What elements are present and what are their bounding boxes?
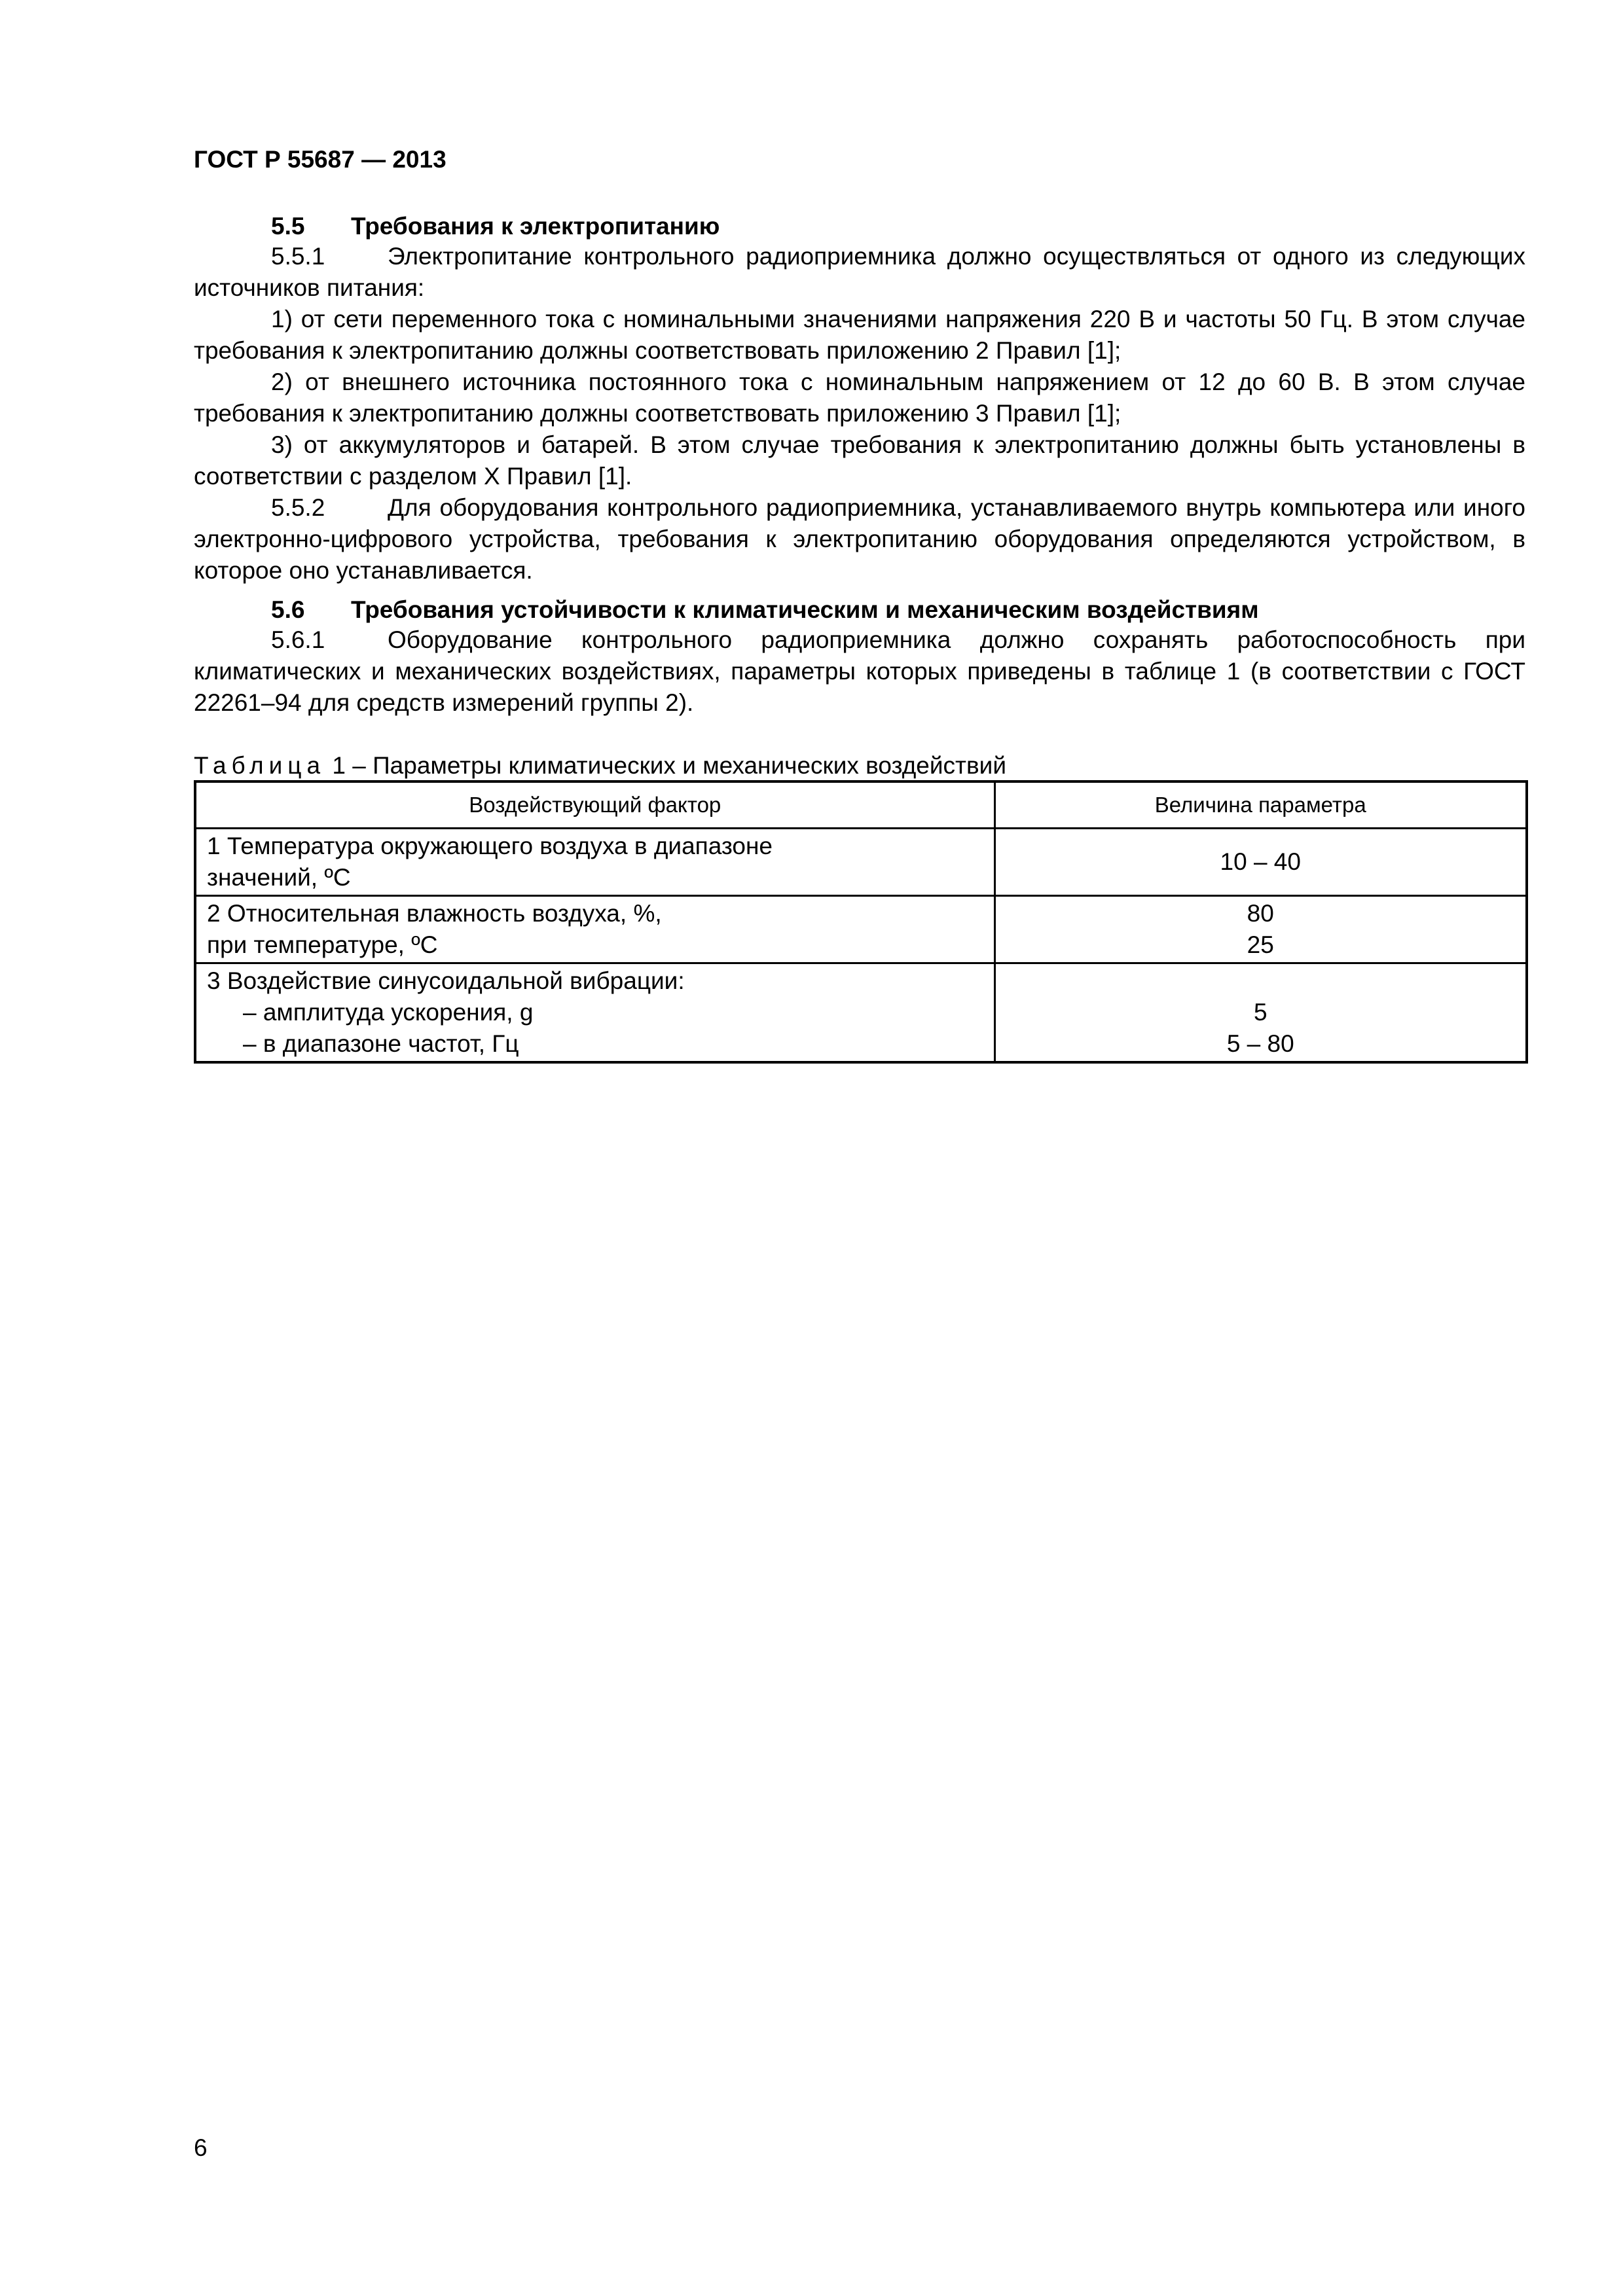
power-source-item-3: 3) от аккумуляторов и батарей. В этом случае требования к электропитанию должны быть установлены в соответствии с разделом X Правил [1]. bbox=[194, 431, 1525, 490]
table-row bbox=[195, 829, 1527, 896]
table-row bbox=[195, 896, 1527, 963]
factor-line: значений, ºС bbox=[207, 864, 351, 891]
factor-subline: – в диапазоне частот, Гц bbox=[243, 1030, 519, 1057]
factor-subline: – амплитуда ускорения, g bbox=[243, 999, 534, 1026]
column-header-value: Величина параметра bbox=[994, 781, 1527, 829]
factor-line: 1 Температура окружающего воздуха в диапазоне bbox=[207, 833, 773, 859]
value-cell bbox=[994, 896, 1527, 963]
document-page bbox=[194, 145, 1525, 1064]
parameters-table bbox=[194, 780, 1528, 1064]
power-source-item-2: 2) от внешнего источника постоянного тока с номинальным напряжением от 12 до 60 В. В этом случае требования к электропитанию должны соответствовать приложению 3 Правил [1]; bbox=[194, 368, 1525, 427]
factor-cell bbox=[195, 829, 994, 896]
table-caption bbox=[194, 751, 1525, 780]
section-title: Требования устойчивости к климатическим и механическим воздействиям bbox=[351, 596, 1259, 623]
clause-number: 5.5.2 bbox=[271, 494, 325, 521]
document-code-header: ГОСТ Р 55687 — 2013 bbox=[194, 146, 447, 173]
table-caption-label: Таблица bbox=[194, 752, 326, 779]
factor-cell bbox=[195, 896, 994, 963]
clause-5-5-2 bbox=[194, 492, 1525, 586]
section-heading-5-5 bbox=[194, 212, 1525, 241]
value-line: 80 bbox=[1247, 900, 1274, 927]
section-number: 5.5 bbox=[271, 213, 305, 240]
value-line: 10 – 40 bbox=[1220, 848, 1301, 875]
factor-cell bbox=[195, 963, 994, 1063]
clause-number: 5.6.1 bbox=[271, 626, 325, 653]
column-header-factor: Воздействующий фактор bbox=[195, 781, 994, 829]
factor-line: 3 Воздействие синусоидальной вибрации: bbox=[207, 967, 685, 994]
clause-text: Оборудование контрольного радиоприемника должно сохранять работоспособность при климатических и механических воздействиях, параметры которых приведены в таблице 1 (в соответствии с ГОСТ 22261–94 для средств измерений группы 2). bbox=[194, 626, 1525, 716]
factor-line: 2 Относительная влажность воздуха, %, bbox=[207, 900, 662, 927]
value-line: 5 – 80 bbox=[1226, 1030, 1294, 1057]
factor-line: при температуре, ºС bbox=[207, 931, 438, 958]
section-number: 5.6 bbox=[271, 596, 305, 623]
section-title: Требования к электропитанию bbox=[351, 213, 720, 240]
table-row bbox=[195, 963, 1527, 1063]
power-source-item-1: 1) от сети переменного тока с номинальными значениями напряжения 220 В и частоты 50 Гц. В этом случае требования к электропитанию должны соответствовать приложению 2 Правил [1]; bbox=[194, 306, 1525, 364]
section-heading-5-6 bbox=[194, 596, 1525, 624]
value-line: 25 bbox=[1247, 931, 1274, 958]
value-cell bbox=[994, 829, 1527, 896]
clause-text: Электропитание контрольного радиоприемника должно осуществляться от одного из следующих источников питания: bbox=[194, 243, 1525, 301]
clause-number: 5.5.1 bbox=[271, 243, 325, 270]
clause-5-6-1 bbox=[194, 624, 1525, 719]
value-line: 5 bbox=[1253, 999, 1267, 1026]
table-header-row bbox=[195, 781, 1527, 829]
table-caption-text: 1 – Параметры климатических и механических воздействий bbox=[325, 752, 1006, 779]
value-cell bbox=[994, 963, 1527, 1063]
clause-5-5-1 bbox=[194, 241, 1525, 304]
clause-text: Для оборудования контрольного радиоприемника, устанавливаемого внутрь компьютера или иного электронно-цифрового устройства, требования к электропитанию оборудования определяются устройством, в которое оно устанавливается. bbox=[194, 494, 1525, 584]
page-number: 6 bbox=[194, 2134, 208, 2161]
